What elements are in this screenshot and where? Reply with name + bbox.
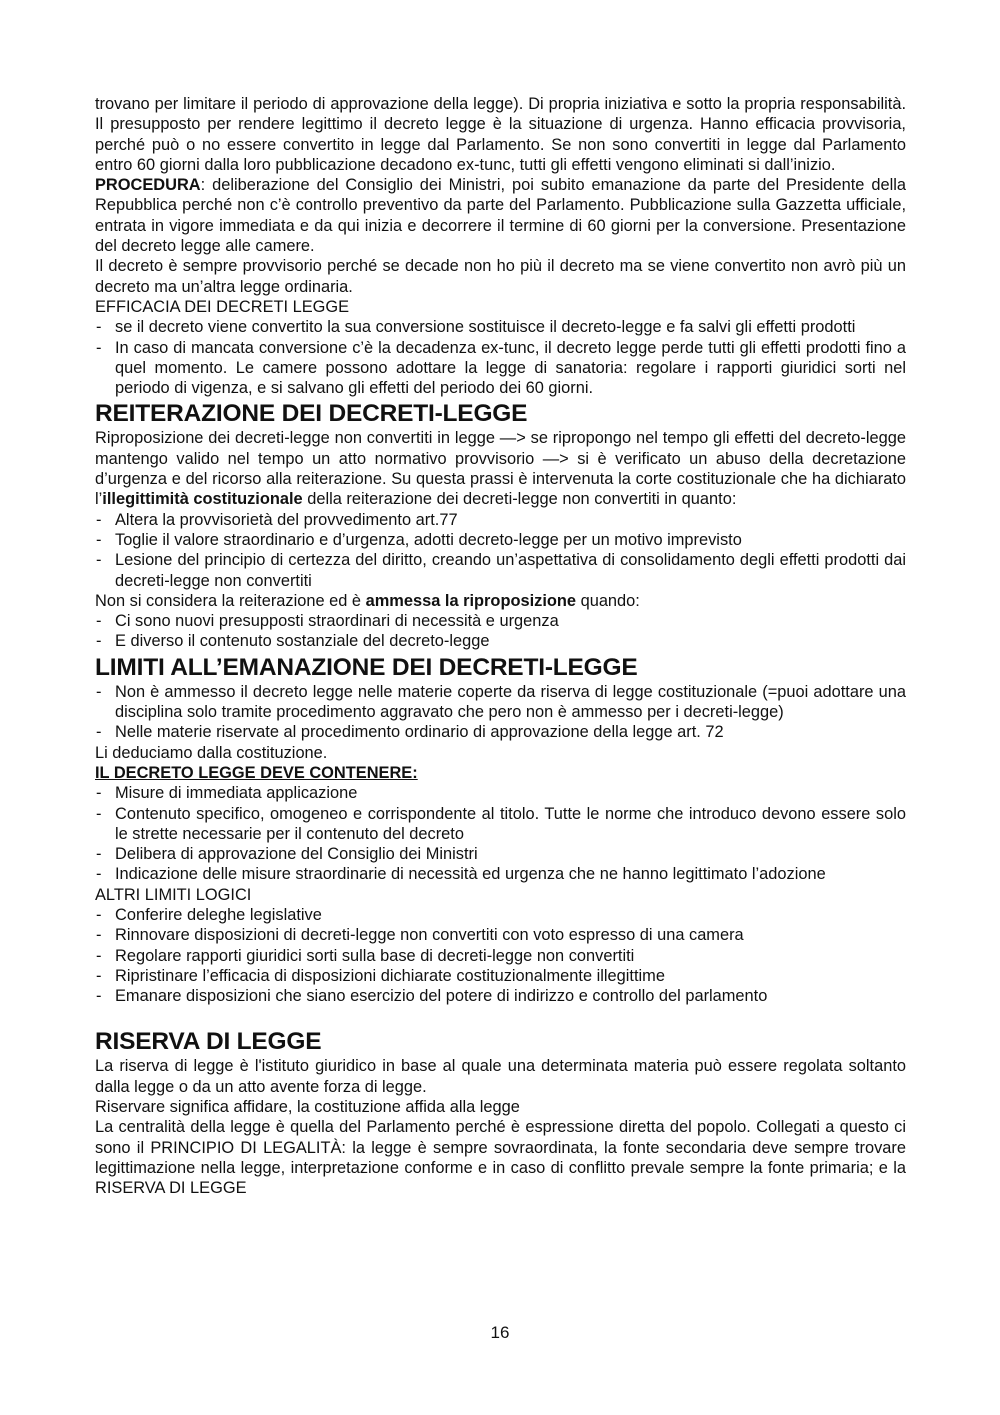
list-item: - Emanare disposizioni che siano esercizio del potere di indirizzo e controllo del parlamento [95,986,906,1006]
section-title-limiti: LIMITI ALL’EMANAZIONE DEI DECRETI-LEGGE [95,653,638,681]
ammessa-text-before: Non si considera la reiterazione ed è [95,591,366,610]
altri-limiti-heading: ALTRI LIMITI LOGICI [95,885,252,904]
reiterazione-list [95,510,906,591]
procedura-label: PROCEDURA [95,176,201,195]
provvisorio-paragraph: Il decreto è sempre provvisorio perché se decade non ho più il decreto ma se viene convertito non avrò più un decreto ma un’altra legge ordinaria. [95,257,906,296]
procedura-paragraph [95,175,906,256]
reiterazione-paragraph [95,428,906,509]
list-item: - se il decreto viene convertito la sua conversione sostituisce il decreto-legge e fa salvi gli effetti prodotti [95,317,906,337]
list-item: - E diverso il contenuto sostanziale del decreto-legge [95,631,906,651]
ammessa-list [95,611,906,652]
list-item: - Altera la provvisorietà del provvedimento art.77 [95,510,906,530]
efficacia-heading: EFFICACIA DEI DECRETI LEGGE [95,297,350,316]
reiterazione-bold-term: illegittimità costituzionale [102,490,303,509]
list-item: - Regolare rapporti giuridici sorti sulla base di decreti-legge non convertiti [95,946,906,966]
efficacia-list [95,317,906,398]
riserva-paragraph-1: La riserva di legge è l'istituto giuridico in base al quale una determinata materia può essere regolata soltanto dalla legge o da un atto avente forza di legge. [95,1057,906,1096]
section-title-reiterazione: REITERAZIONE DEI DECRETI-LEGGE [95,400,528,428]
ammessa-bold-term: ammessa la riproposizione [365,591,577,610]
list-item: - Ci sono nuovi presupposti straordinari di necessità e urgenza [95,611,906,631]
riserva-paragraph-3: La centralità della legge è quella del Parlamento perché è espressione diretta del popolo. Collegati a questo ci sono il PRINCIPIO DI LEGALITÀ: la legge è sempre sovraordinata, la fonte secondaria deve sempre trovare legittimazione nella legge, interpretazione conforme e in caso di conflitto prevale sempre la fonte primaria; e la RISERVA DI LEGGE [95,1118,906,1198]
limiti-list [95,682,906,743]
ammessa-paragraph [95,591,906,611]
list-item: - Contenuto specifico, omogeneo e corrispondente al titolo. Tutte le norme che introduco devono essere solo le strette necessarie per il contenuto del decreto [95,804,906,845]
list-item: - Delibera di approvazione del Consiglio dei Ministri [95,844,906,864]
ammessa-text-after: quando: [576,591,640,610]
list-item: - Toglie il valore straordinario e d’urgenza, adotti decreto-legge per un motivo imprevisto [95,530,906,550]
list-item: - Indicazione delle misure straordinarie di necessità ed urgenza che ne hanno legittimato l’adozione [95,864,906,884]
list-item: - Non è ammesso il decreto legge nelle materie coperte da riserva di legge costituzionale (=puoi adottare una disciplina solo tramite procedimento aggravato che pero non è ammesso per i decreti-legge) [95,682,906,723]
riserva-paragraph-2: Riservare significa affidare, la costituzione affida alla legge [95,1098,520,1117]
intro-paragraph: trovano per limitare il periodo di approvazione della legge). Di propria iniziativa e sotto la propria responsabilità. Il presupposto per rendere legittimo il decreto legge è la situazione di urgenza. Hanno efficacia provvisoria, perché può o no essere convertito in legge dal Parlamento. Se non sono convertiti in legge dal Parlamento entro 60 giorni dalla loro pubblicazione decadono ex-tunc, tutti gli effetti vengono eliminati si dall’inizio. [95,95,906,174]
reiterazione-text-before: Riproposizione dei decreti-legge non convertiti in legge —> se ripropongo nel tempo gli effetti del decreto-legge mantengo valido nel tempo un atto normativo provvisorio —> si è verificato un abuso della decretazione d’urgenza e del ricorso alla reiterazione. Su questa prassi è intervenuta la corte costituzionale che ha dichiarato l’ [95,429,906,509]
list-item: - Rinnovare disposizioni di decreti-legge non convertiti con voto espresso di una camera [95,925,906,945]
procedura-text: : deliberazione del Consiglio dei Ministri, poi subito emanazione da parte del Presidente della Repubblica perché non c’è controllo preventivo da parte del Parlamento. Pubblicazione sulla Gazzetta ufficiale, entrata in vigore immediata e da qui inizia e decorrere il termine di 60 giorni per la conversione. Presentazione del decreto legge alle camere. [95,176,906,256]
document-page [95,94,906,1199]
list-item: - In caso di mancata conversione c’è la decadenza ex-tunc, il decreto legge perde tutti gli effetti prodotti fino a quel momento. Le camere possono adottare la legge di sanatoria: regolare i rapporti giuridici sorti nel periodo di vigenza, e si salvano gli effetti del periodo dei 60 giorni. [95,338,906,399]
section-title-riserva: RISERVA DI LEGGE [95,1028,322,1056]
deduciamo-paragraph: Li deduciamo dalla costituzione. [95,743,328,762]
page-number: 16 [490,1323,510,1342]
list-item: - Lesione del principio di certezza del diritto, creando un’aspettativa di consolidamento degli effetti prodotti dai decreti-legge non convertiti [95,550,906,591]
list-item: - Conferire deleghe legislative [95,905,906,925]
altri-limiti-list [95,905,906,1006]
list-item: - Ripristinare l’efficacia di disposizioni dichiarate costituzionalmente illegittime [95,966,906,986]
reiterazione-text-after: della reiterazione dei decreti-legge non convertiti in quanto: [302,490,737,509]
contenere-heading: IL DECRETO LEGGE DEVE CONTENERE: [95,763,418,782]
list-item: - Misure di immediata applicazione [95,783,906,803]
contenere-list [95,783,906,884]
list-item: - Nelle materie riservate al procedimento ordinario di approvazione della legge art. 72 [95,722,906,742]
